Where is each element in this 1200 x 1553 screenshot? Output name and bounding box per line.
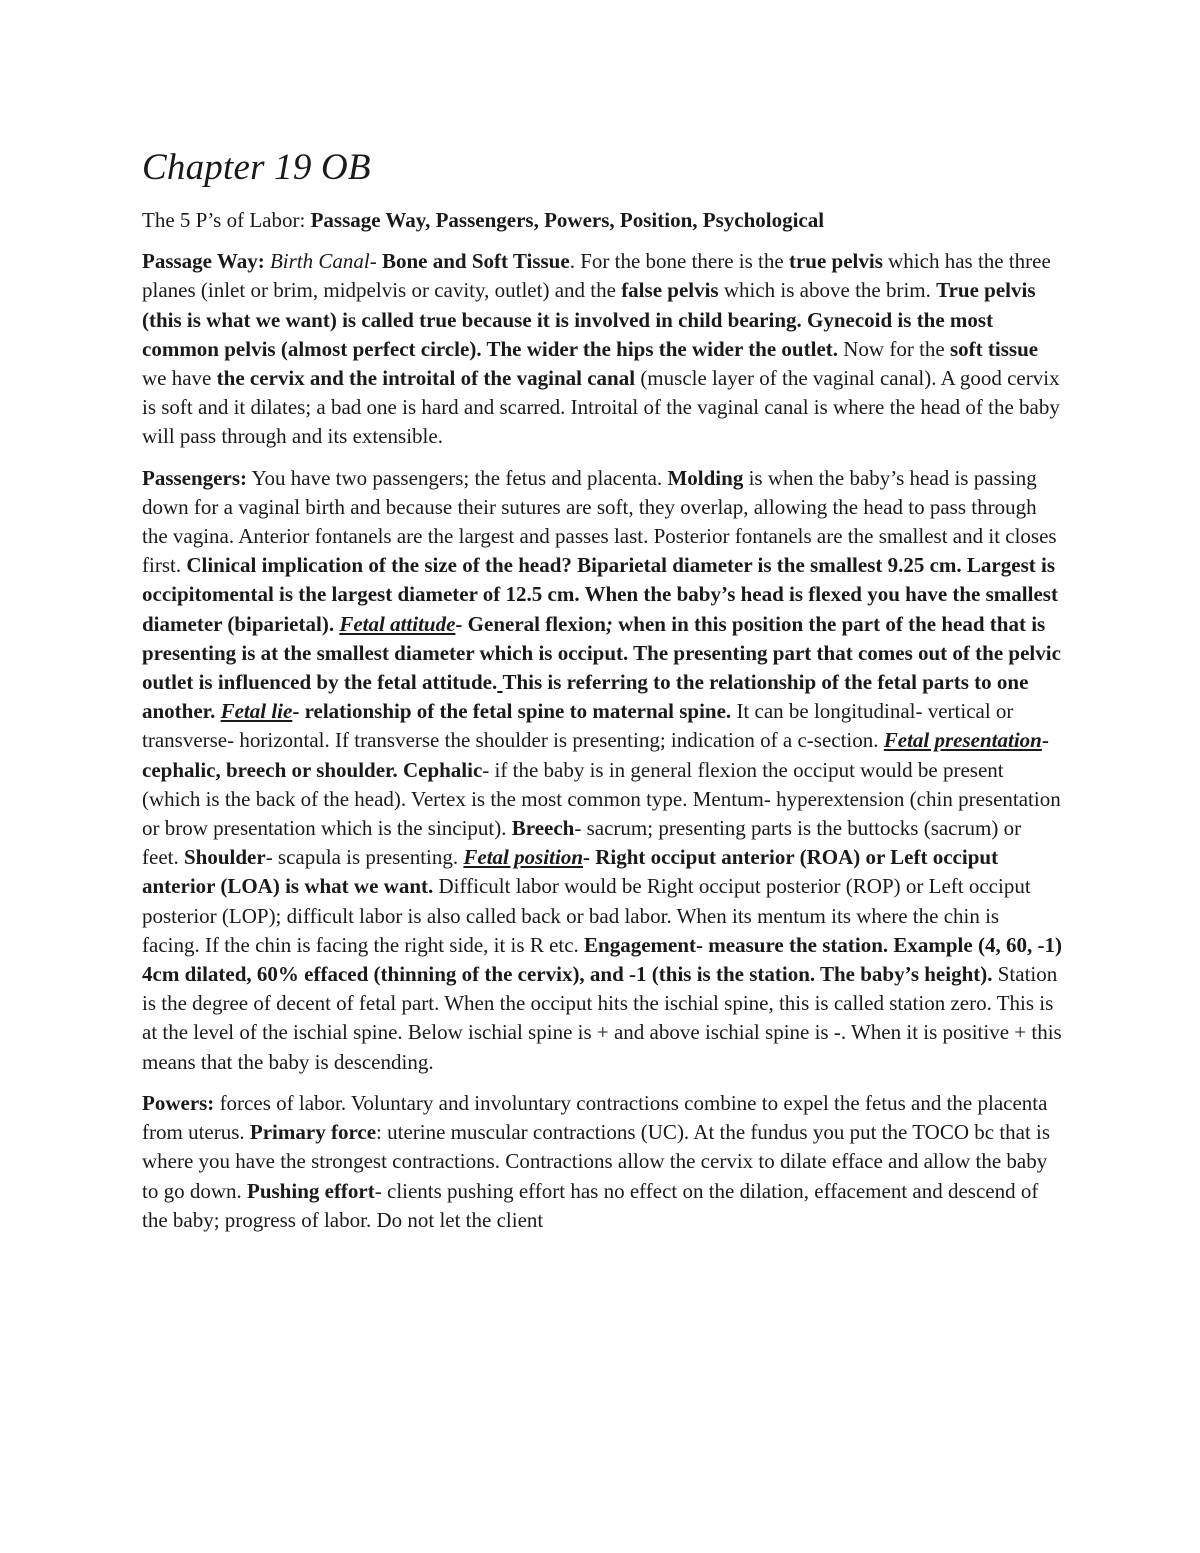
powers-paragraph (142, 1089, 1062, 1235)
text-run: ; (605, 611, 613, 636)
passage-way-paragraph (142, 247, 1062, 451)
text-run: Station is the degree of decent of fetal part. When the occiput hits the ischial spine, this is called station zero. This is at the level of the ischial spine. Below ischial spine is + and above ischial spine is -. When it is positive + this means that the baby is descending. (142, 962, 1062, 1074)
text-run: Passage Way: (142, 249, 270, 274)
text-run: - General flexion (455, 611, 606, 636)
text-run: when in this position the part of the head that is presenting is at the smallest diameter which is occiput. The presenting part that comes out of the pelvic outlet is influenced by the fetal attitude. (142, 611, 1061, 695)
text-run: Bone and Soft Tissue (381, 249, 570, 274)
text-run: True pelvis (this is what we want) is called true because it is involved in child bearing. Gynecoid is the most common pelvis (almost perfect circle). The wider the hips the wider the outlet. (142, 278, 1036, 361)
text-run: This is referring to the relationship of the fetal parts to one another. (142, 670, 1029, 724)
text-run: Breech (511, 816, 575, 841)
text-run: Pushing effort (247, 1178, 375, 1203)
text-run: It can be longitudinal- vertical or transverse- horizontal. If transverse the shoulder is presenting; indication of a c-section. (142, 699, 1014, 753)
text-run: (muscle layer of the vaginal canal). A good cervix is soft and it dilates; a bad one is hard and scarred. Introital of the vaginal canal is where the head of the baby will pass through and its extensible. (142, 366, 1060, 449)
intro-paragraph (142, 206, 1062, 235)
text-run: we have (142, 366, 217, 391)
text-run: is when the baby’s head is passing down for a vaginal birth and because their sutures are soft, they overlap, allowing the head to pass through the vagina. Anterior fontanels are the largest and passes last. Posterior fontanels are the smallest and it closes first. (142, 465, 1057, 578)
text-run: Powers: (142, 1090, 215, 1115)
text-run: Fetal presentation (883, 728, 1042, 753)
text-run: Passengers: (142, 465, 247, 490)
text-run: - relationship of the fetal spine to maternal spine. (292, 699, 732, 724)
text-run: - Right occiput anterior (ROA) or Left occiput anterior (LOA) is what we want. (142, 845, 999, 899)
text-run: - cephalic, breech or shoulder. Cephalic (142, 728, 1049, 782)
text-run: Now for the (838, 336, 950, 361)
text-run: The 5 P’s of Labor: (142, 208, 311, 232)
text-run: forces of labor. Voluntary and involuntary contractions combine to expel the fetus and the placenta from uterus. (142, 1090, 1048, 1145)
text-run: You have two passengers; the fetus and placenta. (246, 465, 668, 490)
text-run: Fetal lie (220, 699, 293, 724)
text-run: false pelvis (621, 278, 719, 303)
text-run: - (369, 249, 382, 274)
text-run: which has the three planes (inlet or brim, midpelvis or cavity, outlet) and the (142, 249, 1051, 303)
text-run: . For the bone there is the (569, 249, 789, 274)
page-title: Chapter 19 OB (142, 147, 371, 188)
text-run: Fetal position (463, 845, 583, 870)
text-run: Engagement- measure the station. Example (4, 60, -1) 4cm dilated, 60% effaced (thinning of the cervix), and -1 (this is the station. The baby’s height). (142, 932, 1062, 987)
text-run: Fetal attitude (339, 611, 456, 636)
text-run: - sacrum; presenting parts is the buttocks (sacrum) or feet. (142, 816, 1022, 870)
text-run: - clients pushing effort has no effect on the dilation, effacement and descend of the baby; progress of labor. Do not let the client (142, 1178, 1039, 1232)
text-run: Birth Canal (269, 249, 370, 274)
document-page (142, 138, 1062, 1247)
passengers-paragraph (142, 464, 1062, 1077)
text-run: Shoulder (183, 845, 266, 870)
text-run: Primary force (249, 1120, 377, 1145)
text-run: Difficult labor would be Right occiput posterior (ROP) or Left occiput posterior (LOP); difficult labor is also called back or bad labor. When its mentum its where the chin is facing. If the chin is facing the right side, it is R etc. (142, 874, 1031, 957)
text-run: : uterine muscular contractions (UC). At the fundus you put the TOCO bc that is where you have the strongest contractions. Contractions allow the cervix to dilate efface and allow the baby to go down. (142, 1120, 1051, 1203)
text-run: - scapula is presenting. (265, 845, 464, 870)
text-run: Passage Way, Passengers, Powers, Position, Psychological (310, 208, 825, 232)
text-run: which is above the brim. (718, 278, 937, 303)
text-run: Molding (667, 465, 744, 490)
text-run: Clinical implication of the size of the head? Biparietal diameter is the smallest 9.25 cm. Largest is occipitomental is the largest diameter of 12.5 cm. When the baby’s head is flexed you have the smallest diameter (biparietal). (142, 553, 1058, 636)
text-run: - if the baby is in general flexion the occiput would be present (which is the back of the head). Vertex is the most common type. Mentum- hyperextension (chin presentation or brow presentation which is the sinciput). (142, 757, 1061, 841)
text-run: soft tissue (950, 336, 1039, 361)
text-run: true pelvis (788, 249, 883, 274)
text-run: the cervix and the introital of the vaginal canal (216, 366, 636, 391)
